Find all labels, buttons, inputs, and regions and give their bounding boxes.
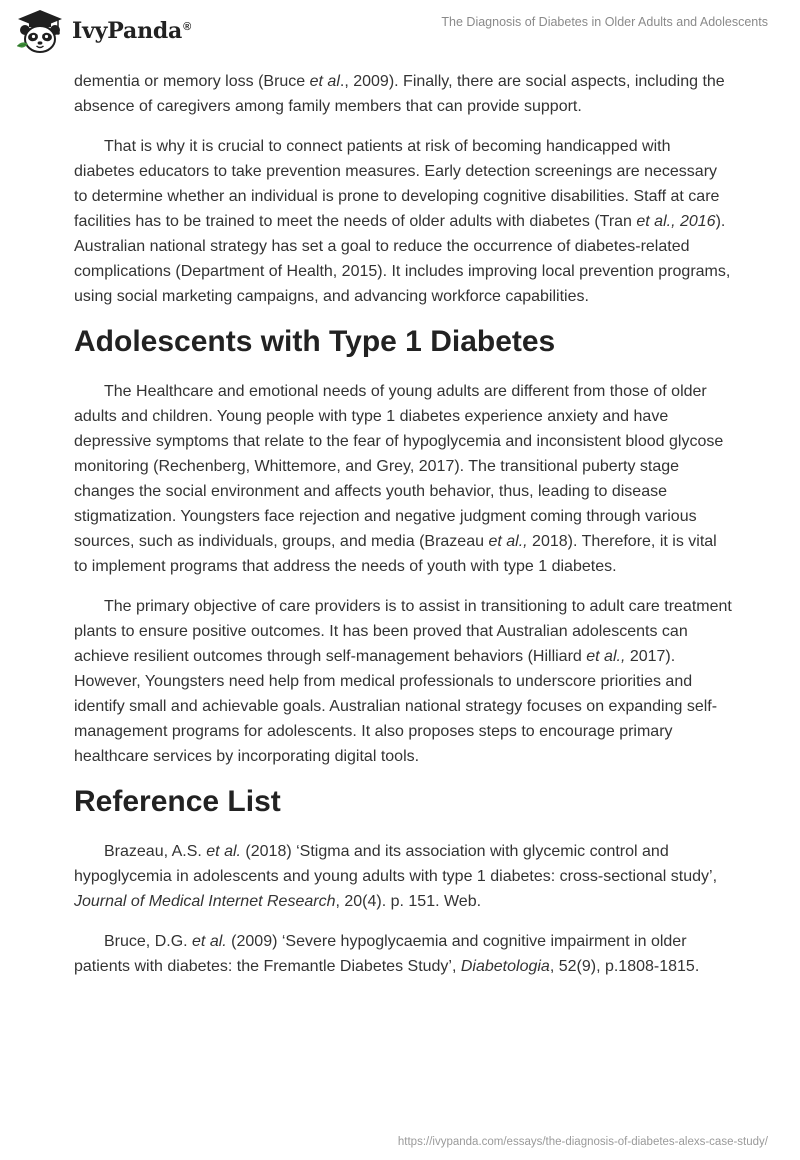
essay-body bbox=[74, 69, 734, 994]
brand-name: IvyPanda® bbox=[72, 18, 192, 44]
ivypanda-logo[interactable] bbox=[14, 8, 191, 54]
paragraph-continuation: dementia or memory loss (Bruce et al., 2009). Finally, there are social aspects, including the absence of caregivers among family members that can provide support. bbox=[74, 73, 725, 115]
page-header bbox=[0, 0, 800, 64]
panda-graduate-icon bbox=[14, 8, 66, 54]
section-heading-references: Reference List bbox=[74, 785, 281, 818]
document-title: The Diagnosis of Diabetes in Older Adults and Adolescents bbox=[441, 15, 768, 29]
registered-mark: ® bbox=[183, 20, 192, 33]
section-heading-adolescents: Adolescents with Type 1 Diabetes bbox=[74, 325, 556, 358]
reference-item: Bruce, D.G. et al. (2009) ‘Severe hypoglycaemia and cognitive impairment in older patients with diabetes: the Fremantle Diabetes Study’, Diabetologia, 52(9), p.1808-1815. bbox=[74, 933, 700, 975]
paragraph-needs: The Healthcare and emotional needs of young adults are different from those of older adults and children. Young people with type 1 diabetes experience anxiety and have depressive symptoms that relate to the fear of hypoglycemia and inconsistent blood glycose monitoring (Rechenberg, Whittemore, and Grey, 2017). The transitional puberty stage changes the social environment and affects youth behavior, thus, leading to disease stigmatization. Youngsters face rejection and negative judgment coming through various sources, such as individuals, groups, and media (Brazeau et al., 2018). Therefore, it is vital to implement programs that address the needs of youth with type 1 diabetes. bbox=[74, 383, 724, 575]
paragraph-prevention: That is why it is crucial to connect patients at risk of becoming handicapped with diabetes educators to take prevention measures. Early detection screenings are necessary to determine whether an individual is prone to developing cognitive disabilities. Staff at care facilities has to be trained to meet the needs of older adults with diabetes (Tran et al., 2016). Australian national strategy has set a goal to reduce the occurrence of diabetes-related complications (Department of Health, 2015). It includes improving local prevention programs, using social marketing campaigns, and advancing workforce capabilities. bbox=[74, 138, 731, 305]
source-url-link[interactable]: https://ivypanda.com/essays/the-diagnosis-of-diabetes-alexs-case-study/ bbox=[397, 1136, 768, 1148]
reference-item: Brazeau, A.S. et al. (2018) ‘Stigma and its association with glycemic control and hypoglycemia in adolescents and young adults with type 1 diabetes: cross-sectional study’, Journal of Medical Internet Research, 20(4). p. 151. Web. bbox=[74, 843, 718, 910]
paragraph-objective: The primary objective of care providers is to assist in transitioning to adult care treatment plants to ensure positive outcomes. It has been proved that Australian adolescents can achieve resilient outcomes through self-management behaviors (Hilliard et al., 2017). However, Youngsters need help from medical professionals to underscore priorities and identify small and achievable goals. Australian national strategy focuses on expanding self-management programs for adolescents. It also proposes steps to encourage primary healthcare services by incorporating digital tools. bbox=[74, 598, 732, 765]
